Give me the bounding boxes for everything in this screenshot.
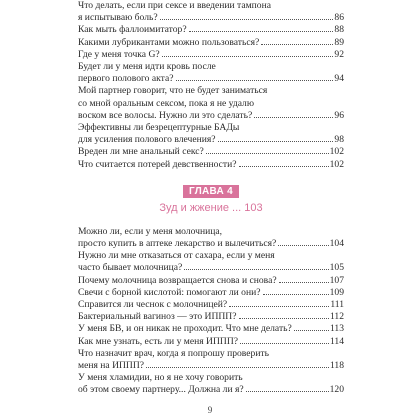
toc-entry xyxy=(78,0,344,24)
toc-entry-text: У меня хламидии, но я не хочу говорить xyxy=(78,372,243,384)
dot-leader xyxy=(294,330,329,331)
dot-leader xyxy=(229,306,329,307)
dot-leader xyxy=(184,269,328,270)
toc-entry-text: воском все волосы. Нужно ли это сделать? xyxy=(78,109,253,121)
toc-entry-page: 92 xyxy=(334,48,344,60)
toc-entry-text: Где у меня точка G? xyxy=(78,48,160,60)
toc-entry xyxy=(78,122,344,146)
dot-leader xyxy=(146,367,329,368)
toc-entry-page: 107 xyxy=(329,274,344,286)
dot-leader xyxy=(279,282,329,283)
toc-entry-text: Эффективны ли безрецептурные БАДы xyxy=(78,122,240,134)
toc-entry xyxy=(78,348,344,372)
toc-entry-text: часто бывает молочница? xyxy=(78,262,183,274)
dot-leader xyxy=(160,19,334,20)
toc-entry-text: Мой партнер говорит, что не будет заниматься xyxy=(78,85,268,97)
toc-entry xyxy=(78,159,344,171)
dot-leader xyxy=(189,31,334,32)
toc-entry xyxy=(78,24,344,36)
toc-entry-text: Как мне узнать, есть ли у меня ИППП? xyxy=(78,335,239,347)
toc-entry xyxy=(78,311,344,323)
toc-entry-page: 104 xyxy=(329,238,344,250)
toc-entry-page: 112 xyxy=(329,311,344,323)
toc-entry-page: 102 xyxy=(329,158,344,170)
toc-entry-page: 86 xyxy=(334,12,344,24)
toc-entry-text: об этом своему партнеру... Должна ли я? xyxy=(78,384,244,396)
toc-entry xyxy=(78,287,344,299)
toc-entry-text: я испытываю боль? xyxy=(78,12,158,24)
toc-entry-page: 118 xyxy=(329,360,344,372)
toc-entry xyxy=(78,323,344,335)
dot-leader xyxy=(246,391,329,392)
toc-list-bottom xyxy=(78,226,344,397)
toc-entry-page: 88 xyxy=(334,24,344,36)
toc-entry-page: 96 xyxy=(334,109,344,121)
toc-entry xyxy=(78,226,344,250)
toc-entry xyxy=(78,336,344,348)
dot-leader xyxy=(254,117,333,118)
toc-list-top xyxy=(78,0,344,171)
toc-page xyxy=(78,0,344,397)
dot-leader xyxy=(176,80,334,81)
toc-entry xyxy=(78,250,344,274)
toc-entry-page: 105 xyxy=(329,262,344,274)
toc-entry-page: 94 xyxy=(334,73,344,85)
toc-entry-text: Будет ли у меня идти кровь после xyxy=(78,61,216,73)
toc-entry-text: У меня БВ, и он никак не проходит. Что мне делать? xyxy=(78,323,292,335)
toc-entry-text: Нужно ли мне отказаться от сахара, если у меня xyxy=(78,250,275,262)
dot-leader xyxy=(218,141,334,142)
page-number: 9 xyxy=(207,405,213,415)
toc-entry-text: первого полового акта? xyxy=(78,73,174,85)
toc-entry-text: Вреден ли мне анальный секс? xyxy=(78,146,204,158)
toc-entry-text: для усиления полового влечения? xyxy=(78,134,216,146)
toc-entry xyxy=(78,372,344,396)
toc-entry-page: 98 xyxy=(334,134,344,146)
toc-entry-text: Что назначит врач, когда я попрошу проверить xyxy=(78,347,270,359)
toc-entry-text: меня на ИППП? xyxy=(78,360,145,372)
toc-entry-page: 109 xyxy=(329,286,344,298)
toc-entry-text: Свечи с борной кислотой: помогают ли они? xyxy=(78,286,261,298)
toc-entry xyxy=(78,299,344,311)
dot-leader xyxy=(240,343,329,344)
toc-entry-page: 114 xyxy=(329,335,344,347)
toc-entry-text: Можно ли, если у меня молочница, xyxy=(78,225,223,237)
toc-entry-text: Как мыть фаллоимитатор? xyxy=(78,24,187,36)
toc-entry-text: Бактериальный вагиноз — это ИППП? xyxy=(78,311,237,323)
toc-entry-text: Что считается потерей девственности? xyxy=(78,158,237,170)
toc-entry-page: 102 xyxy=(329,146,344,158)
dot-leader xyxy=(278,245,328,246)
dot-leader xyxy=(261,44,333,45)
dot-leader xyxy=(239,166,329,167)
toc-entry-text: со мной оральным сексом, пока я не удалю xyxy=(78,97,255,109)
toc-entry-text: Что делать, если при сексе и введении тампона xyxy=(78,0,271,11)
toc-entry xyxy=(78,49,344,61)
toc-entry-text: Почему молочница возвращается снова и снова? xyxy=(78,274,277,286)
dot-leader xyxy=(239,318,329,319)
toc-entry-page: 111 xyxy=(330,299,344,311)
toc-entry xyxy=(78,61,344,85)
toc-entry-page: 89 xyxy=(334,36,344,48)
toc-entry xyxy=(78,37,344,49)
toc-entry-page: 113 xyxy=(329,323,344,335)
toc-entry-text: Справится ли чеснок с молочницей? xyxy=(78,299,228,311)
toc-entry-page: 120 xyxy=(329,384,344,396)
toc-entry-text: просто купить в аптеке лекарство и вылечиться? xyxy=(78,238,277,250)
dot-leader xyxy=(206,153,329,154)
toc-entry xyxy=(78,275,344,287)
dot-leader xyxy=(263,294,329,295)
toc-entry-text: Какими лубрикантами можно пользоваться? xyxy=(78,36,260,48)
chapter-title: Зуд и жжение ... 103 xyxy=(159,201,263,214)
chapter-badge: ГЛАВА 4 xyxy=(183,185,239,198)
chapter-heading xyxy=(78,181,344,214)
toc-entry xyxy=(78,85,344,122)
dot-leader xyxy=(162,56,334,57)
toc-entry xyxy=(78,146,344,158)
